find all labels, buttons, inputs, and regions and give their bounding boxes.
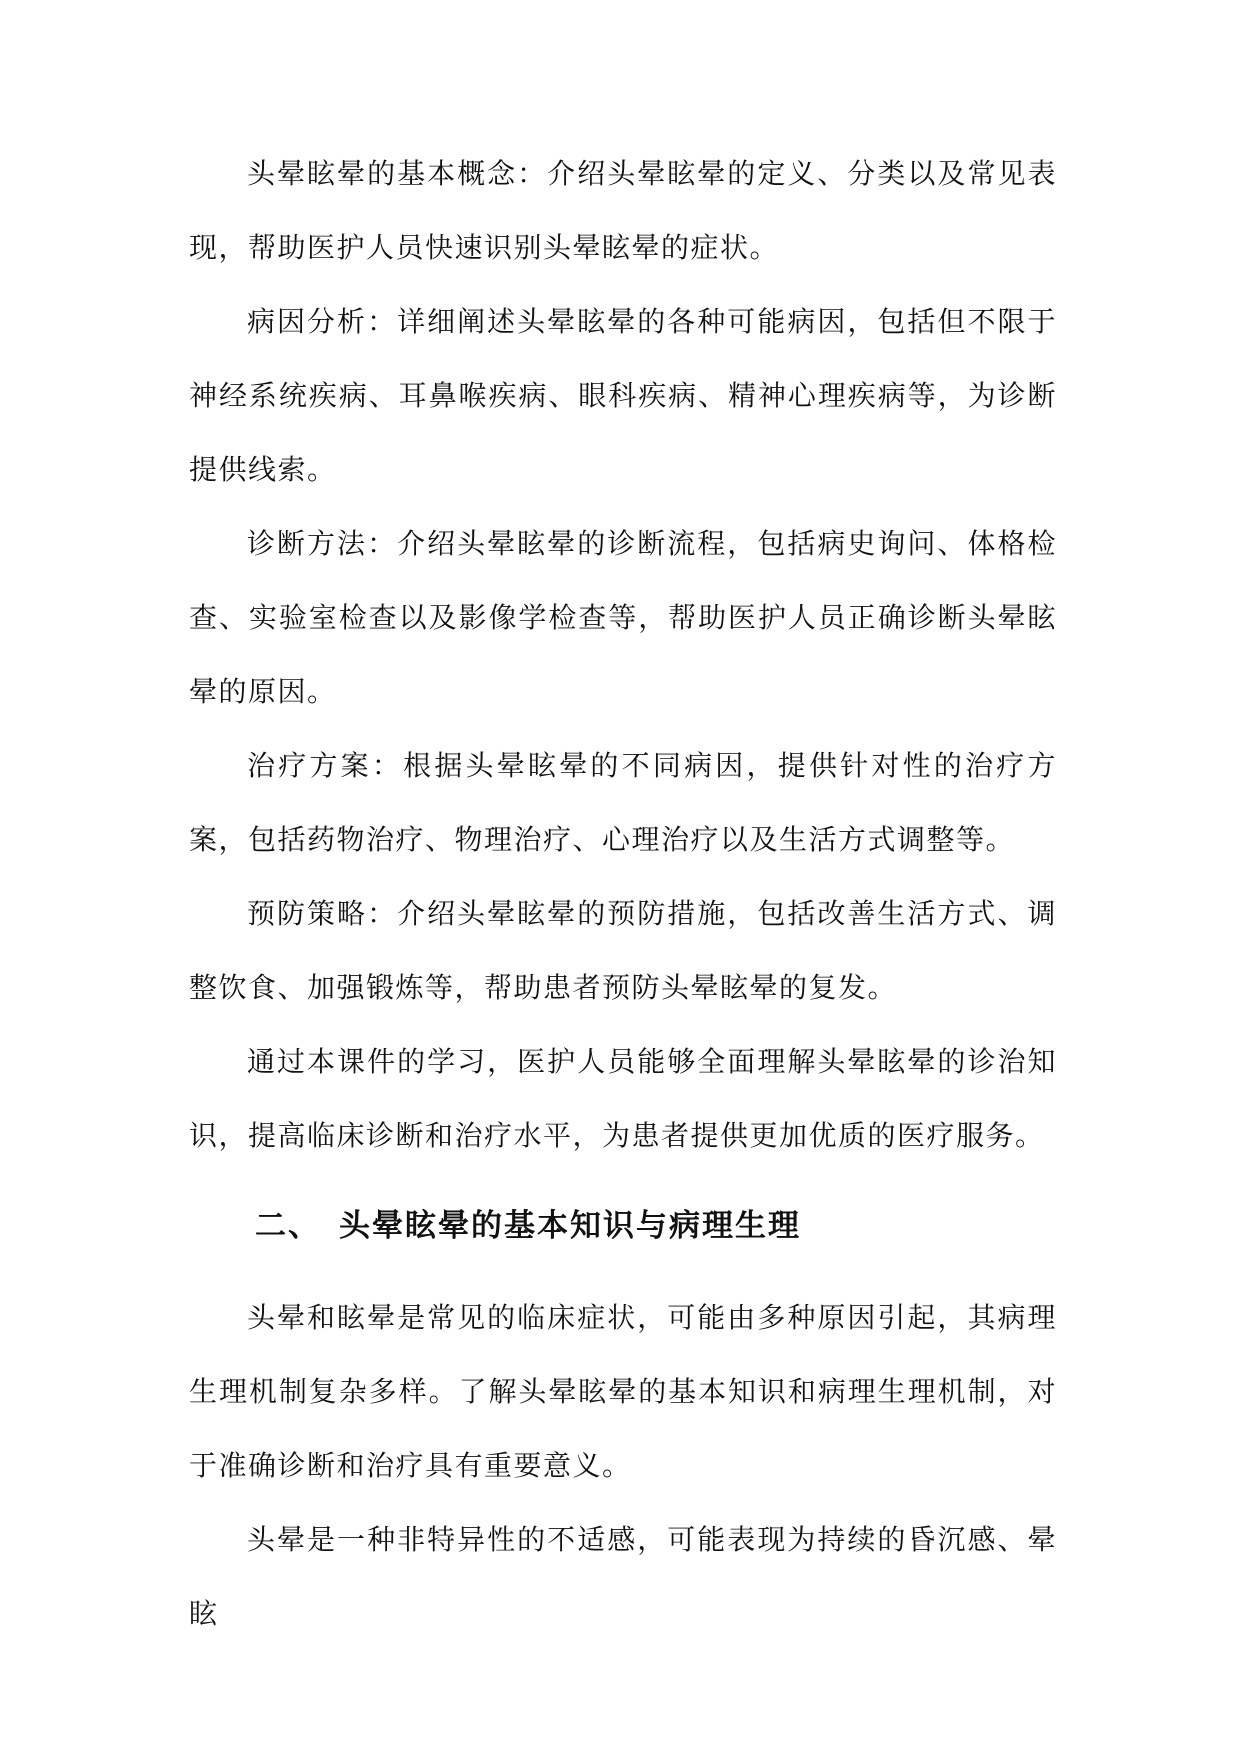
document-body	[189, 137, 1057, 1651]
section-heading	[189, 1189, 1057, 1263]
paragraph-intro-pathophysiology: 头晕和眩晕是常见的临床症状，可能由多种原因引起，其病理生理机制复杂多样。了解头晕眩晕的基本知识和病理生理机制，对于准确诊断和治疗具有重要意义。	[189, 1301, 1057, 1482]
paragraph-etiology: 病因分析：详细阐述头晕眩晕的各种可能病因，包括但不限于神经系统疾病、耳鼻喉疾病、眼科疾病、精神心理疾病等，为诊断提供线索。	[189, 305, 1057, 486]
paragraph-diagnosis: 诊断方法：介绍头晕眩晕的诊断流程，包括病史询问、体格检查、实验室检查以及影像学检查等，帮助医护人员正确诊断头晕眩晕的原因。	[189, 527, 1057, 708]
section-number: 二、	[255, 1208, 321, 1244]
section-title: 头晕眩晕的基本知识与病理生理	[339, 1208, 801, 1244]
paragraph-dizziness-definition: 头晕是一种非特异性的不适感，可能表现为持续的昏沉感、晕眩	[189, 1523, 1057, 1630]
paragraph-prevention: 预防策略：介绍头晕眩晕的预防措施，包括改善生活方式、调整饮食、加强锻炼等，帮助患者预防头晕眩晕的复发。	[189, 897, 1057, 1004]
paragraph-basic-concept: 头晕眩晕的基本概念：介绍头晕眩晕的定义、分类以及常见表现，帮助医护人员快速识别头晕眩晕的症状。	[189, 157, 1057, 264]
paragraph-summary: 通过本课件的学习，医护人员能够全面理解头晕眩晕的诊治知识，提高临床诊断和治疗水平，为患者提供更加优质的医疗服务。	[189, 1045, 1057, 1152]
paragraph-treatment: 治疗方案：根据头晕眩晕的不同病因，提供针对性的治疗方案，包括药物治疗、物理治疗、心理治疗以及生活方式调整等。	[189, 749, 1057, 856]
